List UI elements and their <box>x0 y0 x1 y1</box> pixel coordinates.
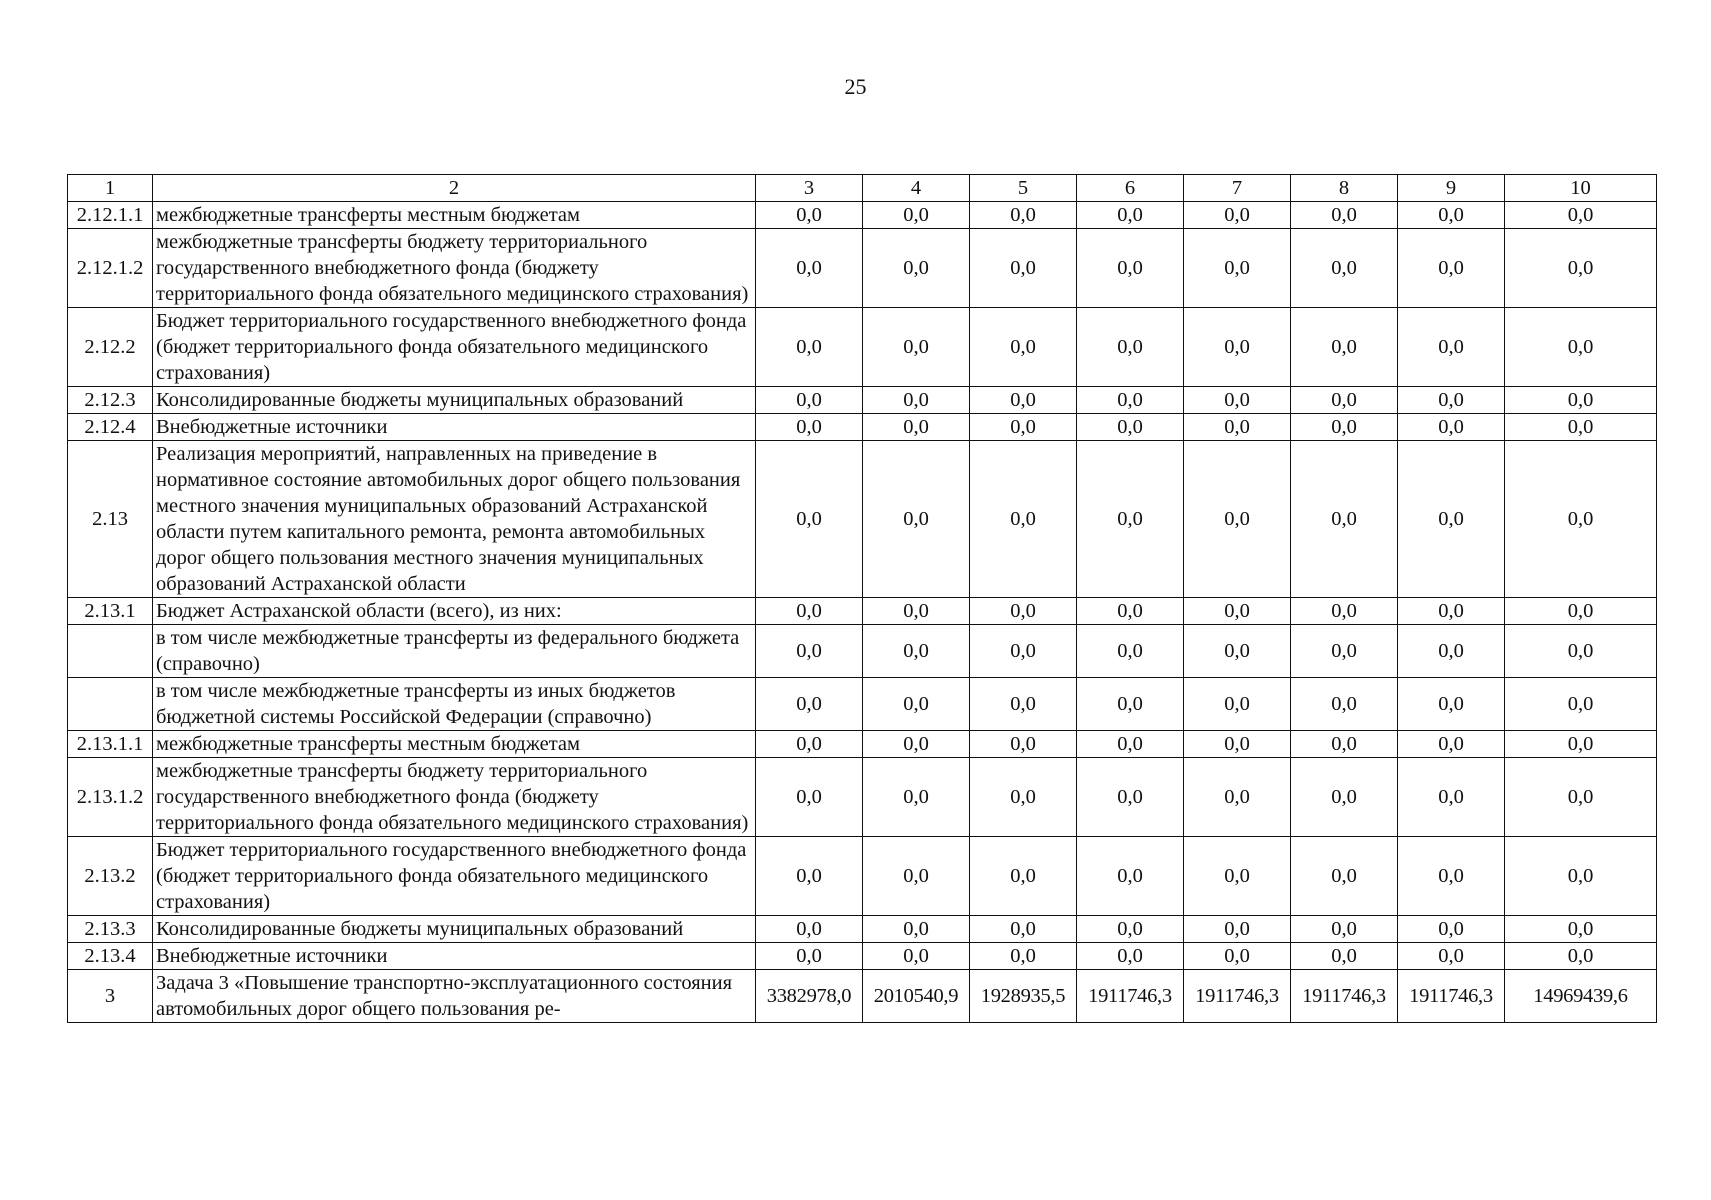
row-description: Бюджет Астраханской области (всего), из них: <box>153 598 756 625</box>
table-row <box>68 229 1657 308</box>
value-cell: 0,0 <box>1291 731 1398 758</box>
value-cell: 0,0 <box>863 598 970 625</box>
row-code: 2.12.1.2 <box>68 229 153 308</box>
value-cell: 1911746,3 <box>1291 970 1398 1023</box>
table-row <box>68 625 1657 678</box>
value-cell: 0,0 <box>756 837 863 916</box>
value-cell: 2010540,9 <box>863 970 970 1023</box>
value-cell: 0,0 <box>756 387 863 414</box>
column-header: 10 <box>1505 175 1657 202</box>
page-number: 25 <box>844 74 867 99</box>
value-cell: 0,0 <box>970 308 1077 387</box>
value-cell: 0,0 <box>1184 387 1291 414</box>
value-cell: 3382978,0 <box>756 970 863 1023</box>
value-cell: 0,0 <box>1505 678 1657 731</box>
row-description: Бюджет территориального государственного внебюджетного фонда (бюджет территориального фонда обязательного медицинского страхования) <box>153 837 756 916</box>
value-cell: 0,0 <box>756 598 863 625</box>
value-cell: 0,0 <box>970 758 1077 837</box>
value-cell: 0,0 <box>863 308 970 387</box>
value-cell: 0,0 <box>863 678 970 731</box>
value-cell: 0,0 <box>1077 202 1184 229</box>
row-description: в том числе межбюджетные трансферты из иных бюджетов бюджетной системы Российской Федерации (справочно) <box>153 678 756 731</box>
table-row <box>68 678 1657 731</box>
value-cell: 0,0 <box>1077 837 1184 916</box>
row-code <box>68 625 153 678</box>
value-cell: 0,0 <box>1184 943 1291 970</box>
column-header: 8 <box>1291 175 1398 202</box>
value-cell: 0,0 <box>1398 837 1505 916</box>
row-description: Консолидированные бюджеты муниципальных образований <box>153 916 756 943</box>
table-row <box>68 441 1657 598</box>
value-cell: 0,0 <box>970 387 1077 414</box>
value-cell: 0,0 <box>863 943 970 970</box>
value-cell: 0,0 <box>1291 678 1398 731</box>
value-cell: 0,0 <box>1291 758 1398 837</box>
value-cell: 0,0 <box>1291 598 1398 625</box>
row-code: 2.13.1.1 <box>68 731 153 758</box>
value-cell: 0,0 <box>1398 731 1505 758</box>
value-cell: 0,0 <box>1184 758 1291 837</box>
value-cell: 0,0 <box>1398 202 1505 229</box>
value-cell: 1928935,5 <box>970 970 1077 1023</box>
value-cell: 0,0 <box>1398 387 1505 414</box>
table-row <box>68 970 1657 1023</box>
value-cell: 0,0 <box>863 916 970 943</box>
value-cell: 0,0 <box>1291 625 1398 678</box>
column-header: 5 <box>970 175 1077 202</box>
value-cell: 0,0 <box>1291 308 1398 387</box>
value-cell: 0,0 <box>970 943 1077 970</box>
value-cell: 0,0 <box>1077 943 1184 970</box>
row-description: Внебюджетные источники <box>153 943 756 970</box>
value-cell: 0,0 <box>1077 678 1184 731</box>
value-cell: 0,0 <box>1291 837 1398 916</box>
row-code: 2.13.3 <box>68 916 153 943</box>
value-cell: 0,0 <box>1398 441 1505 598</box>
row-code: 2.13.2 <box>68 837 153 916</box>
table-row <box>68 731 1657 758</box>
value-cell: 0,0 <box>1505 414 1657 441</box>
row-code <box>68 678 153 731</box>
value-cell: 0,0 <box>756 441 863 598</box>
value-cell: 0,0 <box>756 916 863 943</box>
value-cell: 0,0 <box>1398 598 1505 625</box>
table-row <box>68 202 1657 229</box>
row-description: межбюджетные трансферты бюджету территориального государственного внебюджетного фонда (бюджету территориального фонда обязательного медицинского страхования) <box>153 758 756 837</box>
value-cell: 0,0 <box>1077 598 1184 625</box>
value-cell: 0,0 <box>970 837 1077 916</box>
value-cell: 0,0 <box>1077 758 1184 837</box>
row-code: 2.13.4 <box>68 943 153 970</box>
value-cell: 0,0 <box>1077 229 1184 308</box>
row-description: межбюджетные трансферты местным бюджетам <box>153 731 756 758</box>
table-row <box>68 308 1657 387</box>
value-cell: 0,0 <box>970 731 1077 758</box>
table-row <box>68 758 1657 837</box>
value-cell: 0,0 <box>756 758 863 837</box>
row-description: межбюджетные трансферты бюджету территориального государственного внебюджетного фонда (бюджету территориального фонда обязательного медицинского страхования) <box>153 229 756 308</box>
value-cell: 0,0 <box>756 731 863 758</box>
row-description: в том числе межбюджетные трансферты из федерального бюджета (справочно) <box>153 625 756 678</box>
value-cell: 0,0 <box>1077 731 1184 758</box>
value-cell: 0,0 <box>1398 943 1505 970</box>
value-cell: 0,0 <box>970 414 1077 441</box>
value-cell: 0,0 <box>1184 308 1291 387</box>
value-cell: 0,0 <box>1291 943 1398 970</box>
column-header: 6 <box>1077 175 1184 202</box>
value-cell: 0,0 <box>756 678 863 731</box>
column-header: 4 <box>863 175 970 202</box>
row-description: Реализация мероприятий, направленных на приведение в нормативное состояние автомобильных дорог общего пользования местного значения муниципальных образований Астраханской области путем капитального ремонта, ремонта автомобильных дорог общего пользования местного значения муниципальных образований Астраханской области <box>153 441 756 598</box>
row-description: Консолидированные бюджеты муниципальных образований <box>153 387 756 414</box>
value-cell: 0,0 <box>970 678 1077 731</box>
value-cell: 0,0 <box>1398 625 1505 678</box>
row-code: 2.12.4 <box>68 414 153 441</box>
value-cell: 0,0 <box>1184 414 1291 441</box>
value-cell: 0,0 <box>970 598 1077 625</box>
value-cell: 0,0 <box>863 414 970 441</box>
value-cell: 0,0 <box>756 308 863 387</box>
value-cell: 0,0 <box>863 837 970 916</box>
value-cell: 0,0 <box>1505 229 1657 308</box>
value-cell: 0,0 <box>1505 837 1657 916</box>
value-cell: 0,0 <box>1505 441 1657 598</box>
value-cell: 0,0 <box>1398 229 1505 308</box>
value-cell: 0,0 <box>1184 678 1291 731</box>
row-description: Внебюджетные источники <box>153 414 756 441</box>
value-cell: 0,0 <box>1184 916 1291 943</box>
value-cell: 0,0 <box>1077 308 1184 387</box>
row-code: 2.12.3 <box>68 387 153 414</box>
table-body <box>68 202 1657 1023</box>
value-cell: 0,0 <box>1184 441 1291 598</box>
value-cell: 0,0 <box>1505 308 1657 387</box>
value-cell: 0,0 <box>756 943 863 970</box>
table-row <box>68 916 1657 943</box>
value-cell: 0,0 <box>1505 916 1657 943</box>
value-cell: 0,0 <box>1291 229 1398 308</box>
value-cell: 0,0 <box>863 731 970 758</box>
value-cell: 0,0 <box>1505 943 1657 970</box>
value-cell: 0,0 <box>970 229 1077 308</box>
value-cell: 0,0 <box>1184 731 1291 758</box>
value-cell: 0,0 <box>863 441 970 598</box>
value-cell: 0,0 <box>756 625 863 678</box>
header-row <box>68 175 1657 202</box>
value-cell: 0,0 <box>1291 387 1398 414</box>
row-code: 2.12.2 <box>68 308 153 387</box>
row-code: 2.13.1.2 <box>68 758 153 837</box>
row-description: Задача 3 «Повышение транспортно-эксплуатационного состояния автомобильных дорог общего пользования ре- <box>153 970 756 1023</box>
column-header: 7 <box>1184 175 1291 202</box>
value-cell: 0,0 <box>1291 441 1398 598</box>
value-cell: 0,0 <box>756 414 863 441</box>
value-cell: 0,0 <box>1077 625 1184 678</box>
column-header: 9 <box>1398 175 1505 202</box>
value-cell: 0,0 <box>1505 625 1657 678</box>
value-cell: 0,0 <box>1505 731 1657 758</box>
value-cell: 0,0 <box>1184 837 1291 916</box>
value-cell: 0,0 <box>1077 441 1184 598</box>
value-cell: 0,0 <box>1398 414 1505 441</box>
value-cell: 0,0 <box>1291 202 1398 229</box>
value-cell: 0,0 <box>1505 387 1657 414</box>
value-cell: 0,0 <box>1291 916 1398 943</box>
row-code: 2.12.1.1 <box>68 202 153 229</box>
value-cell: 0,0 <box>1077 387 1184 414</box>
value-cell: 0,0 <box>1184 229 1291 308</box>
value-cell: 0,0 <box>1505 202 1657 229</box>
value-cell: 0,0 <box>863 387 970 414</box>
value-cell: 14969439,6 <box>1505 970 1657 1023</box>
table-row <box>68 943 1657 970</box>
value-cell: 0,0 <box>863 758 970 837</box>
value-cell: 1911746,3 <box>1077 970 1184 1023</box>
value-cell: 0,0 <box>1291 414 1398 441</box>
row-code: 3 <box>68 970 153 1023</box>
value-cell: 0,0 <box>756 202 863 229</box>
value-cell: 1911746,3 <box>1398 970 1505 1023</box>
value-cell: 0,0 <box>1077 916 1184 943</box>
table-row <box>68 837 1657 916</box>
value-cell: 0,0 <box>1398 678 1505 731</box>
table-row <box>68 414 1657 441</box>
row-code: 2.13.1 <box>68 598 153 625</box>
value-cell: 0,0 <box>970 441 1077 598</box>
value-cell: 0,0 <box>756 229 863 308</box>
value-cell: 1911746,3 <box>1184 970 1291 1023</box>
column-header: 1 <box>68 175 153 202</box>
value-cell: 0,0 <box>1184 625 1291 678</box>
column-header: 3 <box>756 175 863 202</box>
value-cell: 0,0 <box>1505 758 1657 837</box>
value-cell: 0,0 <box>1398 916 1505 943</box>
row-code: 2.13 <box>68 441 153 598</box>
value-cell: 0,0 <box>1184 598 1291 625</box>
value-cell: 0,0 <box>970 916 1077 943</box>
column-header: 2 <box>153 175 756 202</box>
value-cell: 0,0 <box>1505 598 1657 625</box>
value-cell: 0,0 <box>1398 308 1505 387</box>
table-row <box>68 598 1657 625</box>
value-cell: 0,0 <box>1398 758 1505 837</box>
budget-table <box>67 174 1657 1023</box>
value-cell: 0,0 <box>863 625 970 678</box>
value-cell: 0,0 <box>1077 414 1184 441</box>
row-description: Бюджет территориального государственного внебюджетного фонда (бюджет территориального фонда обязательного медицинского страхования) <box>153 308 756 387</box>
value-cell: 0,0 <box>970 202 1077 229</box>
value-cell: 0,0 <box>863 202 970 229</box>
value-cell: 0,0 <box>863 229 970 308</box>
row-description: межбюджетные трансферты местным бюджетам <box>153 202 756 229</box>
table-row <box>68 387 1657 414</box>
value-cell: 0,0 <box>970 625 1077 678</box>
value-cell: 0,0 <box>1184 202 1291 229</box>
